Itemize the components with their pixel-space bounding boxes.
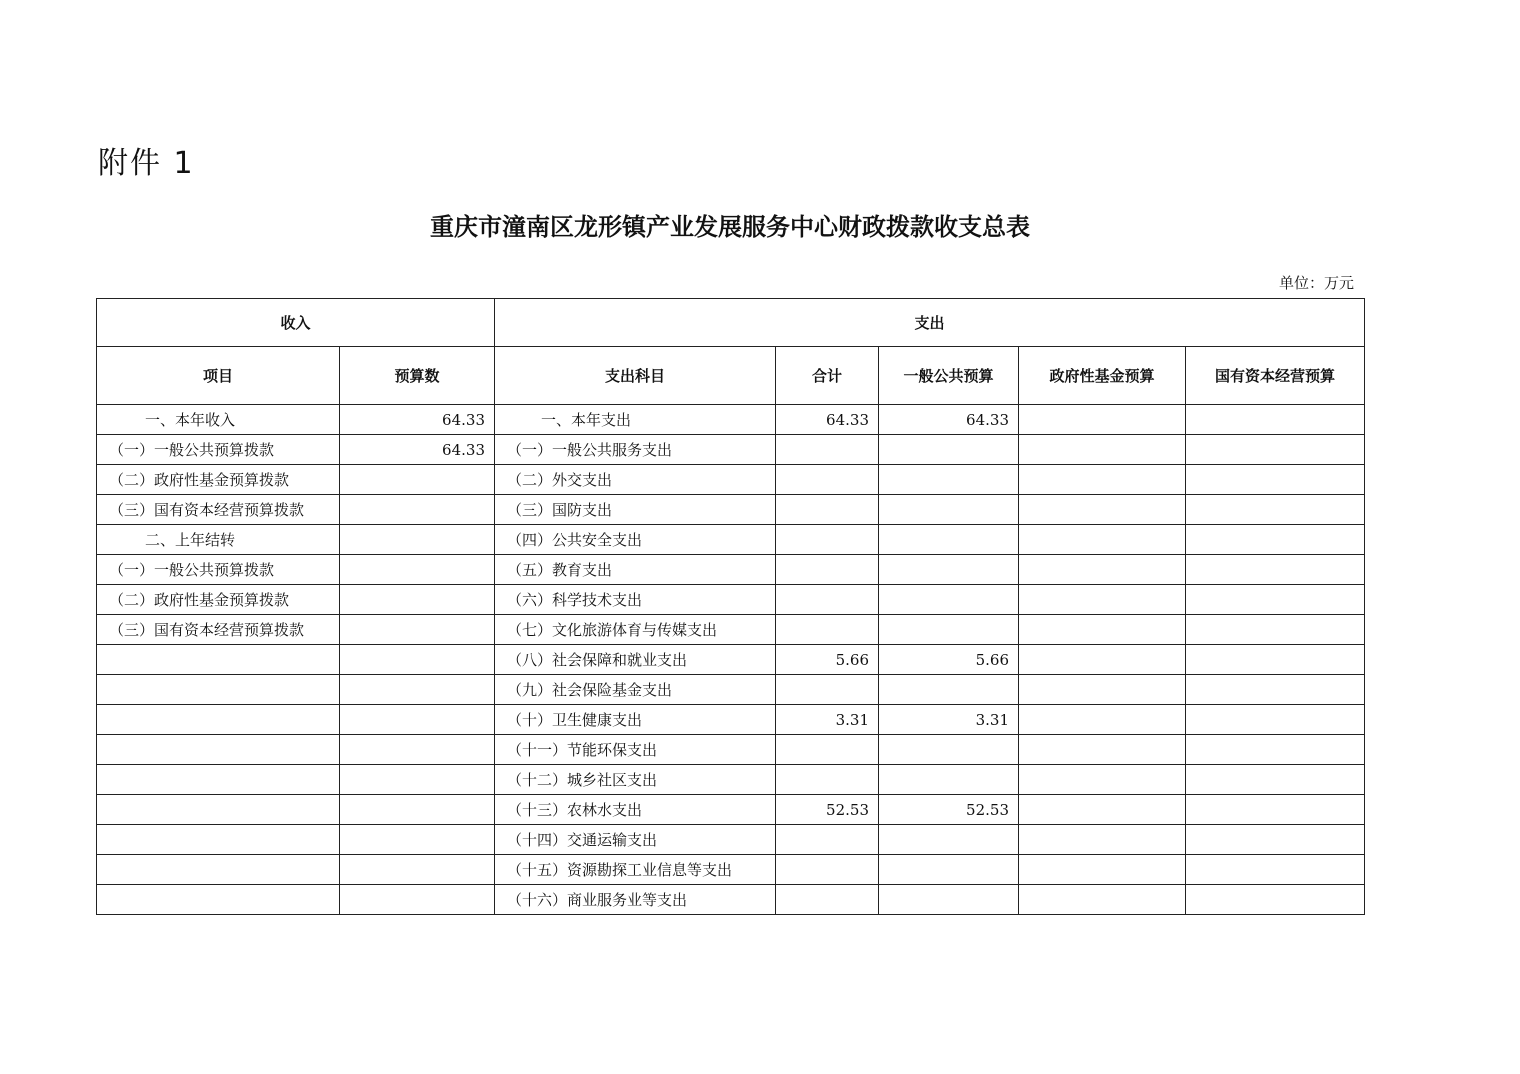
unit-label: 单位：万元 <box>1278 274 1354 292</box>
subject-cell: （十四）交通运输支出 <box>495 825 776 855</box>
budget-cell <box>340 705 495 735</box>
item-cell: 二、上年结转 <box>97 525 340 555</box>
budget-cell <box>340 585 495 615</box>
table-row <box>97 675 1365 705</box>
budget-cell <box>340 525 495 555</box>
budget-cell: 64.33 <box>340 435 495 465</box>
fund-cell <box>1019 405 1186 435</box>
total-cell <box>776 525 879 555</box>
fund-cell <box>1019 435 1186 465</box>
fund-cell <box>1019 855 1186 885</box>
subject-cell: （十三）农林水支出 <box>495 795 776 825</box>
budget-cell <box>340 855 495 885</box>
general-cell: 3.31 <box>879 705 1019 735</box>
state-capital-cell <box>1186 795 1365 825</box>
subject-cell: （二）外交支出 <box>495 465 776 495</box>
fund-cell <box>1019 585 1186 615</box>
general-cell <box>879 495 1019 525</box>
item-cell: （三）国有资本经营预算拨款 <box>97 615 340 645</box>
general-cell <box>879 525 1019 555</box>
budget-cell <box>340 555 495 585</box>
general-cell <box>879 825 1019 855</box>
total-cell <box>776 735 879 765</box>
item-cell <box>97 675 340 705</box>
col-fund-header: 政府性基金预算 <box>1019 347 1186 405</box>
budget-cell <box>340 615 495 645</box>
state-capital-cell <box>1186 435 1365 465</box>
item-cell <box>97 705 340 735</box>
general-cell <box>879 555 1019 585</box>
state-capital-cell <box>1186 525 1365 555</box>
page-title: 重庆市潼南区龙形镇产业发展服务中心财政拨款收支总表 <box>430 213 1030 241</box>
subject-cell: （十）卫生健康支出 <box>495 705 776 735</box>
fund-cell <box>1019 705 1186 735</box>
state-capital-cell <box>1186 645 1365 675</box>
item-cell <box>97 825 340 855</box>
state-capital-cell <box>1186 405 1365 435</box>
budget-cell <box>340 465 495 495</box>
total-cell: 3.31 <box>776 705 879 735</box>
expense-header: 支出 <box>495 299 1365 347</box>
fund-cell <box>1019 795 1186 825</box>
general-cell: 64.33 <box>879 405 1019 435</box>
subject-cell: 一、本年支出 <box>495 405 776 435</box>
total-cell <box>776 855 879 885</box>
general-cell <box>879 735 1019 765</box>
state-capital-cell <box>1186 495 1365 525</box>
subject-cell: （八）社会保障和就业支出 <box>495 645 776 675</box>
subject-cell: （十二）城乡社区支出 <box>495 765 776 795</box>
table-row <box>97 765 1365 795</box>
total-cell: 64.33 <box>776 405 879 435</box>
fund-cell <box>1019 765 1186 795</box>
item-cell: （二）政府性基金预算拨款 <box>97 585 340 615</box>
total-cell <box>776 885 879 915</box>
subject-cell: （十一）节能环保支出 <box>495 735 776 765</box>
general-cell <box>879 855 1019 885</box>
table-row <box>97 645 1365 675</box>
table-row <box>97 705 1365 735</box>
subject-cell: （十六）商业服务业等支出 <box>495 885 776 915</box>
general-cell <box>879 435 1019 465</box>
total-cell <box>776 675 879 705</box>
budget-summary-table <box>96 298 1365 915</box>
fund-cell <box>1019 885 1186 915</box>
budget-cell <box>340 645 495 675</box>
table-row <box>97 585 1365 615</box>
table-row <box>97 615 1365 645</box>
item-cell: （三）国有资本经营预算拨款 <box>97 495 340 525</box>
total-cell: 52.53 <box>776 795 879 825</box>
state-capital-cell <box>1186 885 1365 915</box>
budget-cell <box>340 825 495 855</box>
table-row <box>97 855 1365 885</box>
budget-cell: 64.33 <box>340 405 495 435</box>
subject-cell: （六）科学技术支出 <box>495 585 776 615</box>
table-row <box>97 795 1365 825</box>
fund-cell <box>1019 555 1186 585</box>
total-cell: 5.66 <box>776 645 879 675</box>
fund-cell <box>1019 735 1186 765</box>
table-row <box>97 495 1365 525</box>
col-subject-header: 支出科目 <box>495 347 776 405</box>
state-capital-cell <box>1186 735 1365 765</box>
total-cell <box>776 495 879 525</box>
subject-cell: （九）社会保险基金支出 <box>495 675 776 705</box>
table-row <box>97 885 1365 915</box>
total-cell <box>776 615 879 645</box>
general-cell <box>879 465 1019 495</box>
fund-cell <box>1019 465 1186 495</box>
total-cell <box>776 555 879 585</box>
table-row <box>97 825 1365 855</box>
col-item-header: 项目 <box>97 347 340 405</box>
budget-cell <box>340 765 495 795</box>
item-cell <box>97 645 340 675</box>
subject-cell: （七）文化旅游体育与传媒支出 <box>495 615 776 645</box>
general-cell: 52.53 <box>879 795 1019 825</box>
table-row <box>97 435 1365 465</box>
col-budget-header: 预算数 <box>340 347 495 405</box>
general-cell <box>879 675 1019 705</box>
state-capital-cell <box>1186 765 1365 795</box>
subject-cell: （四）公共安全支出 <box>495 525 776 555</box>
col-state-capital-header: 国有资本经营预算 <box>1186 347 1365 405</box>
subject-cell: （三）国防支出 <box>495 495 776 525</box>
state-capital-cell <box>1186 705 1365 735</box>
budget-cell <box>340 495 495 525</box>
state-capital-cell <box>1186 675 1365 705</box>
general-cell <box>879 615 1019 645</box>
col-total-header: 合计 <box>776 347 879 405</box>
col-general-header: 一般公共预算 <box>879 347 1019 405</box>
attachment-label: 附件 1 <box>98 146 195 181</box>
item-cell: （二）政府性基金预算拨款 <box>97 465 340 495</box>
general-cell: 5.66 <box>879 645 1019 675</box>
fund-cell <box>1019 615 1186 645</box>
item-cell <box>97 765 340 795</box>
table-row <box>97 405 1365 435</box>
table-row <box>97 555 1365 585</box>
fund-cell <box>1019 675 1186 705</box>
table-row <box>97 525 1365 555</box>
general-cell <box>879 885 1019 915</box>
total-cell <box>776 585 879 615</box>
general-cell <box>879 765 1019 795</box>
total-cell <box>776 435 879 465</box>
budget-cell <box>340 885 495 915</box>
item-cell <box>97 855 340 885</box>
total-cell <box>776 465 879 495</box>
state-capital-cell <box>1186 555 1365 585</box>
state-capital-cell <box>1186 825 1365 855</box>
fund-cell <box>1019 525 1186 555</box>
item-cell <box>97 735 340 765</box>
state-capital-cell <box>1186 615 1365 645</box>
table-body <box>97 405 1365 915</box>
table-row <box>97 465 1365 495</box>
total-cell <box>776 825 879 855</box>
item-cell <box>97 885 340 915</box>
table-row <box>97 735 1365 765</box>
state-capital-cell <box>1186 465 1365 495</box>
item-cell <box>97 795 340 825</box>
budget-cell <box>340 675 495 705</box>
total-cell <box>776 765 879 795</box>
fund-cell <box>1019 645 1186 675</box>
general-cell <box>879 585 1019 615</box>
fund-cell <box>1019 495 1186 525</box>
subject-cell: （五）教育支出 <box>495 555 776 585</box>
income-header: 收入 <box>97 299 495 347</box>
budget-cell <box>340 735 495 765</box>
item-cell: （一）一般公共预算拨款 <box>97 435 340 465</box>
item-cell: 一、本年收入 <box>97 405 340 435</box>
item-cell: （一）一般公共预算拨款 <box>97 555 340 585</box>
fund-cell <box>1019 825 1186 855</box>
state-capital-cell <box>1186 585 1365 615</box>
state-capital-cell <box>1186 855 1365 885</box>
subject-cell: （十五）资源勘探工业信息等支出 <box>495 855 776 885</box>
subject-cell: （一）一般公共服务支出 <box>495 435 776 465</box>
budget-cell <box>340 795 495 825</box>
